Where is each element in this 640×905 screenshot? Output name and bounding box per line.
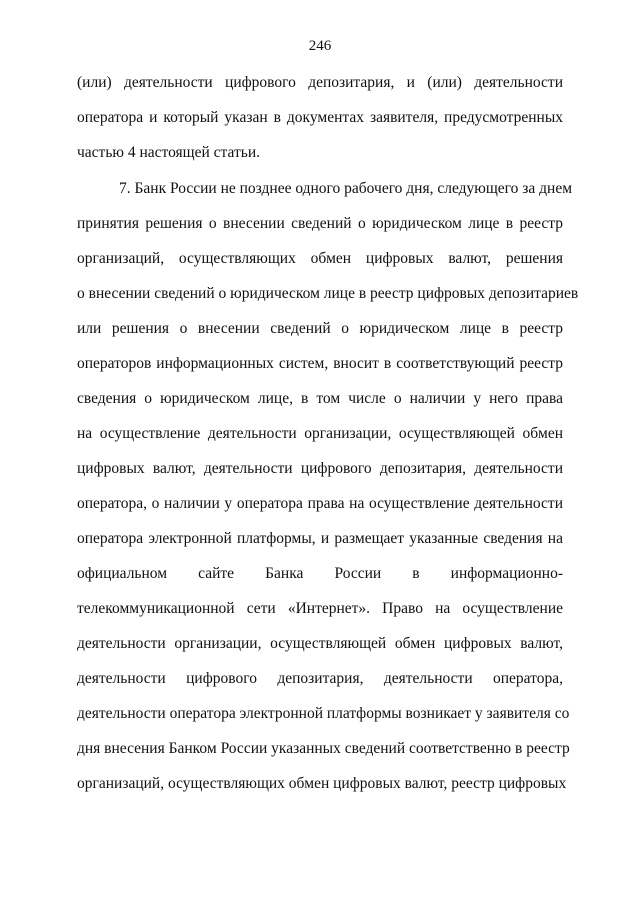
- text-line: цифровых валют, деятельности цифрового депозитария, деятельности: [77, 460, 563, 477]
- text-line: официальном сайте Банка России в информационно-: [77, 565, 563, 582]
- text-line: оператора и который указан в документах заявителя, предусмотренных: [77, 109, 563, 126]
- text-line: о внесении сведений о юридическом лице в реестр цифровых депозитариев: [77, 285, 579, 302]
- text-line: деятельности цифрового депозитария, деятельности оператора,: [77, 670, 563, 687]
- page-number: 246: [308, 38, 332, 54]
- text-line: оператора электронной платформы, и размещает указанные сведения на: [77, 530, 563, 547]
- text-line: телекоммуникационной сети «Интернет». Право на осуществление: [77, 600, 563, 617]
- text-line: операторов информационных систем, вносит в соответствующий реестр: [77, 355, 563, 372]
- text-line: (или) деятельности цифрового депозитария, и (или) деятельности: [77, 74, 563, 91]
- text-line: деятельности организации, осуществляющей обмен цифровых валют,: [77, 635, 563, 652]
- text-line: оператора, о наличии у оператора права на осуществление деятельности: [77, 495, 563, 512]
- text-line: дня внесения Банком России указанных сведений соответственно в реестр: [77, 740, 570, 757]
- text-line: частью 4 настоящей статьи.: [77, 144, 261, 161]
- text-line: деятельности оператора электронной платформы возникает у заявителя со: [77, 705, 570, 722]
- text-line: или решения о внесении сведений о юридическом лице в реестр: [77, 320, 563, 337]
- paragraph-start-line: 7. Банк России не позднее одного рабочего дня, следующего за днем: [119, 180, 573, 197]
- text-line: принятия решения о внесении сведений о юридическом лице в реестр: [77, 215, 563, 232]
- text-line: на осуществление деятельности организации, осуществляющей обмен: [77, 425, 563, 442]
- text-line: организаций, осуществляющих обмен цифровых валют, решения: [77, 250, 563, 267]
- text-line: организаций, осуществляющих обмен цифровых валют, реестр цифровых: [77, 775, 567, 792]
- text-line: сведения о юридическом лице, в том числе о наличии у него права: [77, 390, 563, 407]
